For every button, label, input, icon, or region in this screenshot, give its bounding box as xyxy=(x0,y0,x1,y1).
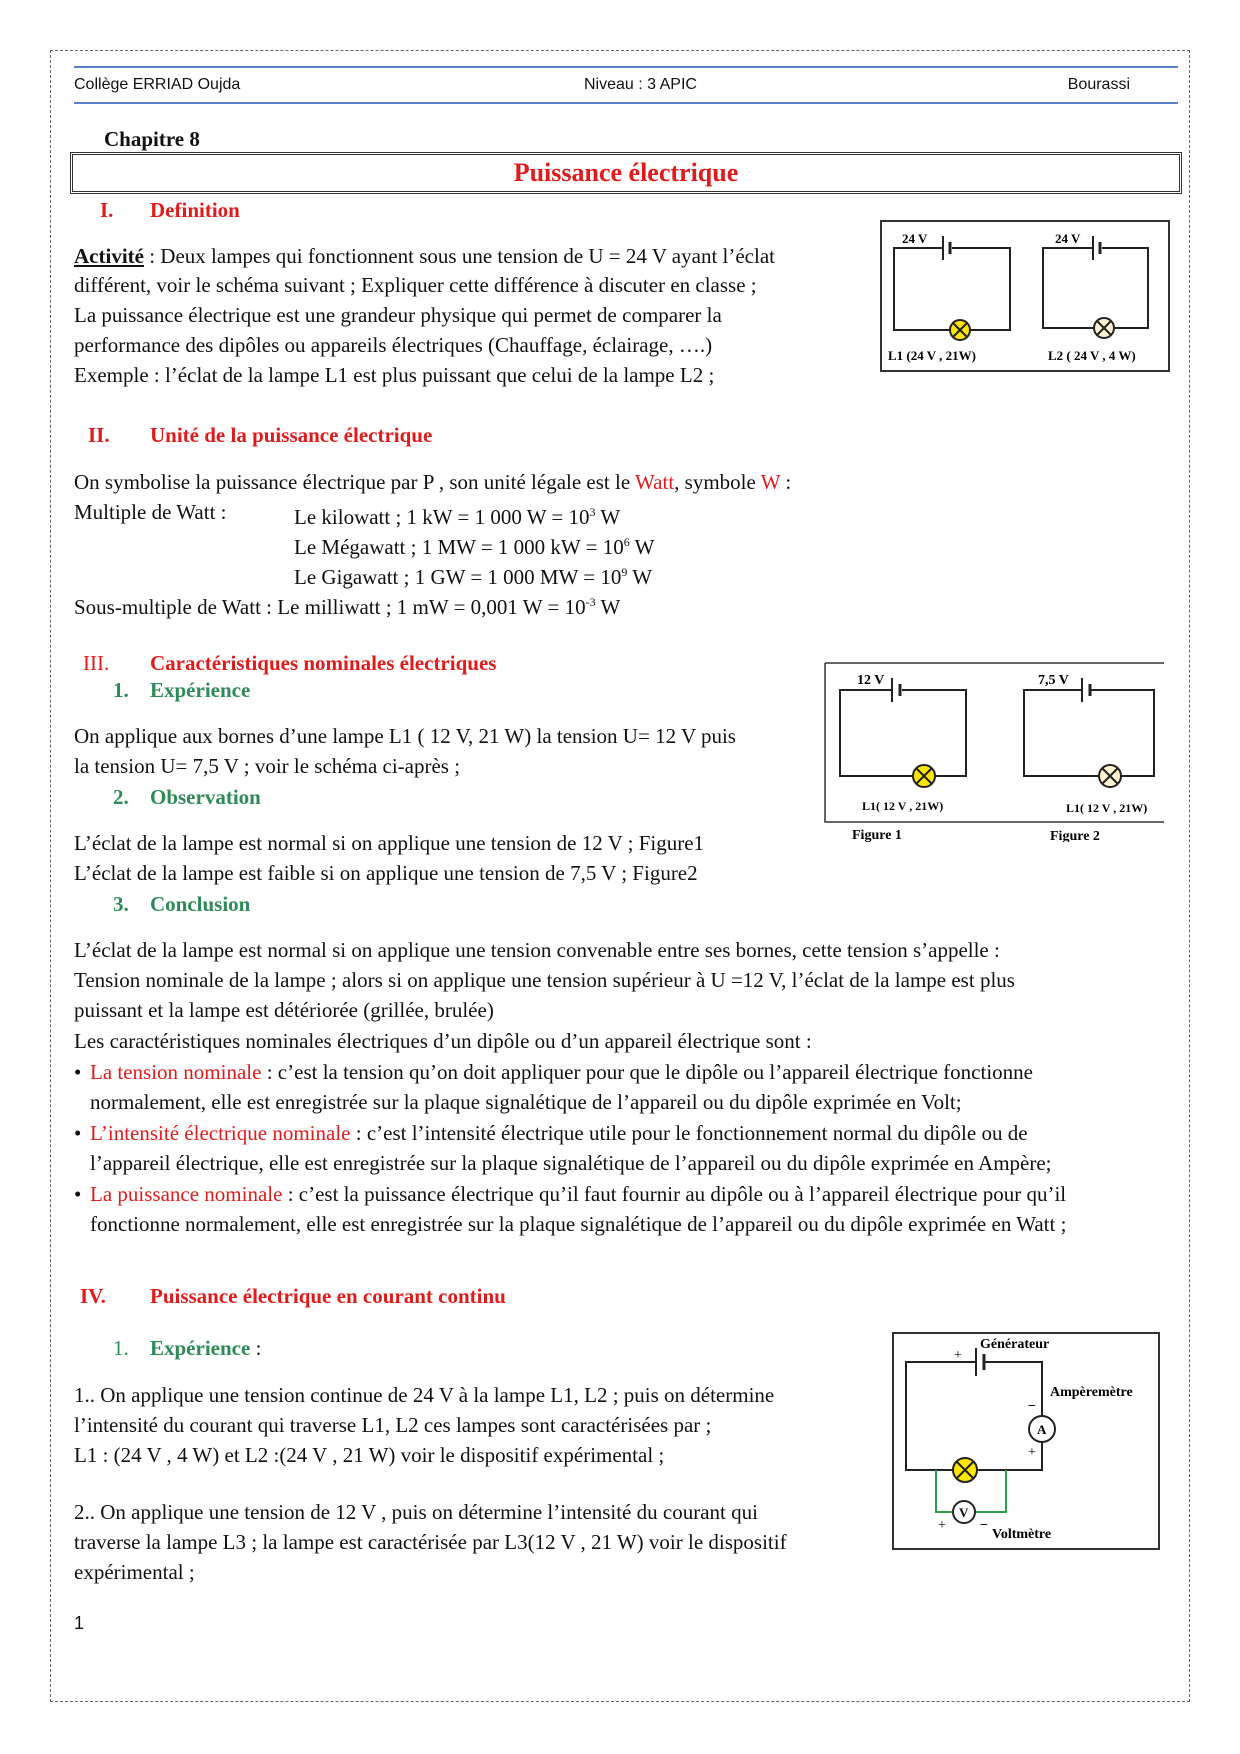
s3-sub1-title: Expérience xyxy=(150,678,251,702)
figure-measurement-circuit xyxy=(892,1332,1160,1555)
section-2-number: II. xyxy=(88,423,110,447)
watt-term: Watt xyxy=(635,470,675,494)
milliwatt-line xyxy=(74,587,620,622)
milliwatt-unit: W xyxy=(595,595,621,619)
s4-sub1-colon: : xyxy=(250,1336,262,1360)
bullet-icon: • xyxy=(74,1182,82,1206)
section-1-number: I. xyxy=(100,198,114,222)
section-1-title: Definition xyxy=(150,198,240,222)
fig3-caption-1: Figure 1 xyxy=(852,828,902,842)
author: Bourassi xyxy=(1067,76,1130,93)
puissance-nominale-text: : c’est la puissance électrique qu’il faut fournir au dipôle ou à l’appareil électrique pour qu’il xyxy=(282,1182,1067,1206)
s3-sub3-title: Conclusion xyxy=(150,892,251,916)
s3-sub2-title: Observation xyxy=(150,785,261,809)
kilowatt-exp: 3 xyxy=(589,505,596,519)
bullet-intensite-nominale-cont: l’appareil électrique, elle est enregistrée sur la plaque signalétique de l’appareil ou du dipôle exprimée en Ampère; xyxy=(90,1151,1052,1175)
s4-p2-line-2: traverse la lampe L3 ; la lampe est caractérisée par L3(12 V , 21 W) voir le dispositif xyxy=(74,1530,787,1554)
kilowatt-text: Le kilowatt ; 1 kW = 1 000 W = 10 xyxy=(294,505,590,529)
ammeter-label: Ampèremètre xyxy=(1050,1385,1133,1400)
conclusion-line-4: Les caractéristiques nominales électriques d’un dipôle ou d’un appareil électrique sont : xyxy=(74,1029,812,1053)
intensite-nominale-text: : c’est l’intensité électrique utile pour le fonctionnement normal du dipôle ou de xyxy=(350,1121,1028,1145)
fig1-lamp-2-label: L2 ( 24 V , 4 W) xyxy=(1048,348,1136,363)
gigawatt-unit: W xyxy=(627,565,653,589)
level: Niveau : 3 APIC xyxy=(584,76,697,93)
megawatt-exp: 6 xyxy=(623,535,630,549)
unit-intro-text: On symbolise la puissance électrique par P , son unité légale est le xyxy=(74,470,636,494)
unit-intro-text-2: , symbole xyxy=(674,470,761,494)
fig3-lamp-1-label: L1( 12 V , 21W) xyxy=(862,799,944,813)
voltmeter-symbol: V xyxy=(959,1505,969,1520)
ammeter-plus: + xyxy=(1028,1445,1036,1460)
fig3-voltage-1: 12 V xyxy=(857,673,885,688)
bullet-intensite-nominale xyxy=(74,1118,1028,1148)
definition-line-1: La puissance électrique est une grandeur physique qui permet de comparer la xyxy=(74,303,722,327)
chapter-label: Chapitre 8 xyxy=(104,127,200,151)
fig3-lamp-2-label: L1( 12 V , 21W) xyxy=(1066,801,1148,815)
tension-nominale-text: : c’est la tension qu’on doit appliquer pour que le dipôle ou l’appareil électrique fonctionne xyxy=(261,1060,1033,1084)
unit-intro-colon: : xyxy=(780,470,792,494)
header-top-rule xyxy=(74,66,1178,68)
figure-two-lamps-24v xyxy=(880,220,1170,377)
s3-experience-line-1: On applique aux bornes d’une lampe L1 ( 12 V, 21 W) la tension U= 12 V puis xyxy=(74,724,736,748)
fig3-voltage-2: 7,5 V xyxy=(1038,673,1069,688)
s4-sub1-title xyxy=(150,1333,261,1363)
page-header xyxy=(74,66,1178,104)
intensite-nominale-term: L’intensité électrique nominale xyxy=(90,1121,351,1145)
activity-line-2: différent, voir le schéma suivant ; Expliquer cette différence à discuter en classe ; xyxy=(74,273,757,297)
gigawatt-exp: 9 xyxy=(621,565,628,579)
s3-sub1-number: 1. xyxy=(113,678,129,702)
ammeter-symbol: A xyxy=(1037,1422,1047,1437)
definition-line-2: performance des dipôles ou appareils électriques (Chauffage, éclairage, ….) xyxy=(74,333,713,357)
ammeter-minus: − xyxy=(1028,1399,1036,1414)
activity-line-1 xyxy=(74,241,775,271)
bullet-puissance-nominale-cont: fonctionne normalement, elle est enregistrée sur la plaque signalétique de l’appareil ou du dipôle exprimée en Watt ; xyxy=(90,1212,1067,1236)
s4-p1-line-3: L1 : (24 V , 4 W) et L2 :(24 V , 21 W) voir le dispositif expérimental ; xyxy=(74,1443,665,1467)
s4-sub1-number: 1. xyxy=(113,1336,129,1360)
gen-plus: + xyxy=(954,1348,962,1363)
school-name: Collège ERRIAD Oujda xyxy=(74,76,241,93)
s3-experience-line-2: la tension U= 7,5 V ; voir le schéma ci-après ; xyxy=(74,754,461,778)
observation-line-1: L’éclat de la lampe est normal si on applique une tension de 12 V ; Figure1 xyxy=(74,831,705,855)
gigawatt-text: Le Gigawatt ; 1 GW = 1 000 MW = 10 xyxy=(294,565,622,589)
voltmeter-label: Voltmètre xyxy=(992,1527,1052,1542)
milliwatt-exp: -3 xyxy=(585,595,596,609)
s4-p1-line-1: 1.. On applique une tension continue de 24 V à la lampe L1, L2 ; puis on détermine xyxy=(74,1383,775,1407)
bullet-tension-nominale xyxy=(74,1057,1033,1087)
s4-p1-line-2: l’intensité du courant qui traverse L1, L2 ces lampes sont caractérisées par ; xyxy=(74,1413,712,1437)
fig1-lamp-1-label: L1 (24 V , 21W) xyxy=(888,348,976,363)
s4-sub1-title-text: Expérience xyxy=(150,1336,251,1360)
kilowatt-unit: W xyxy=(595,505,621,529)
fig1-voltage-1: 24 V xyxy=(902,231,928,246)
gen-label: Générateur xyxy=(980,1337,1050,1352)
voltmeter-plus: + xyxy=(938,1518,946,1533)
voltmeter-minus: − xyxy=(980,1518,988,1533)
puissance-nominale-term: La puissance nominale xyxy=(90,1182,283,1206)
bullet-tension-nominale-cont: normalement, elle est enregistrée sur la plaque signalétique de l’appareil ou du dipôle exprimée en Volt; xyxy=(90,1090,962,1114)
section-2-title: Unité de la puissance électrique xyxy=(150,423,433,447)
multiple-label: Multiple de Watt : xyxy=(74,500,227,524)
tension-nominale-term: La tension nominale xyxy=(90,1060,262,1084)
figure-lamp-12v-7v5 xyxy=(824,662,1166,847)
unit-intro xyxy=(74,467,791,497)
milliwatt-text: Sous-multiple de Watt : Le milliwatt ; 1 mW = 0,001 W = 10 xyxy=(74,595,586,619)
megawatt-unit: W xyxy=(629,535,655,559)
watt-symbol: W xyxy=(760,470,781,494)
s3-sub3-number: 3. xyxy=(113,892,129,916)
bullet-puissance-nominale xyxy=(74,1179,1066,1209)
page-number: 1 xyxy=(74,1613,85,1633)
example-line: Exemple : l’éclat de la lampe L1 est plus puissant que celui de la lampe L2 ; xyxy=(74,363,715,387)
activity-text: : Deux lampes qui fonctionnent sous une tension de U = 24 V ayant l’éclat xyxy=(143,244,775,268)
bullet-icon: • xyxy=(74,1060,82,1084)
section-3-number: III. xyxy=(83,651,110,675)
section-3-title: Caractéristiques nominales électriques xyxy=(150,651,497,675)
section-4-number: IV. xyxy=(80,1284,106,1308)
page-title: Puissance électrique xyxy=(70,152,1182,194)
fig3-caption-2: Figure 2 xyxy=(1050,829,1100,842)
observation-line-2: L’éclat de la lampe est faible si on applique une tension de 7,5 V ; Figure2 xyxy=(74,861,698,885)
header-bottom-rule xyxy=(74,102,1178,104)
conclusion-line-3: puissant et la lampe est détériorée (grillée, brulée) xyxy=(74,998,494,1022)
activity-label: Activité xyxy=(74,244,144,268)
section-4-title: Puissance électrique en courant continu xyxy=(150,1284,506,1308)
s4-p2-line-1: 2.. On applique une tension de 12 V , puis on détermine l’intensité du courant qui xyxy=(74,1500,758,1524)
conclusion-line-2: Tension nominale de la lampe ; alors si on applique une tension supérieur à U =12 V, l’éclat de la lampe est plus xyxy=(74,968,1015,992)
s3-sub2-number: 2. xyxy=(113,785,129,809)
bullet-icon: • xyxy=(74,1121,82,1145)
s4-p2-line-3: expérimental ; xyxy=(74,1560,195,1584)
megawatt-text: Le Mégawatt ; 1 MW = 1 000 kW = 10 xyxy=(294,535,624,559)
conclusion-line-1: L’éclat de la lampe est normal si on applique une tension convenable entre ses bornes, cette tension s’appelle : xyxy=(74,938,1000,962)
fig1-voltage-2: 24 V xyxy=(1055,231,1081,246)
